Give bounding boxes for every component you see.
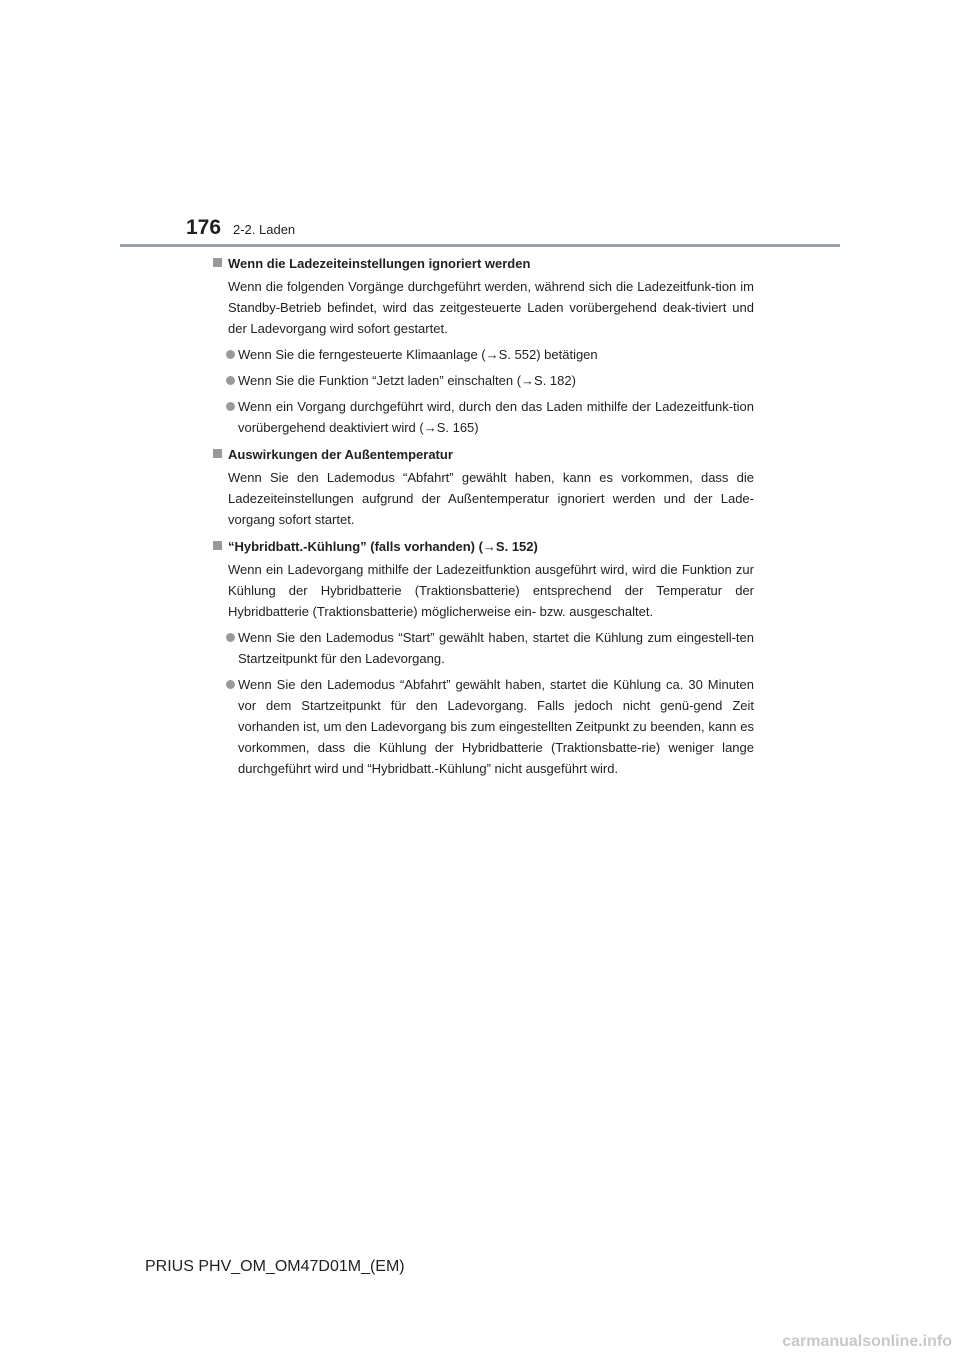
- circle-bullet-icon: [226, 633, 235, 642]
- list-item: [212, 396, 754, 438]
- section-heading: [212, 444, 754, 465]
- section-heading-text: Auswirkungen der Außentemperatur: [228, 447, 453, 462]
- section-paragraph: Wenn Sie den Lademodus “Abfahrt” gewählt haben, kann es vorkommen, dass die Ladezeiteinstellungen aufgrund der Außentemperatur ignoriert werden und der Lade-vorgang sofort startet.: [228, 470, 754, 527]
- circle-bullet-icon: [226, 680, 235, 689]
- section-outside-temperature: [212, 444, 754, 530]
- page-number: 176: [186, 216, 222, 239]
- list-item: [212, 674, 754, 779]
- list-item-text: Wenn Sie die Funktion “Jetzt laden” einschalten (→S. 182): [238, 373, 576, 388]
- list-item: [212, 627, 754, 669]
- section-heading-text: “Hybridbatt.-Kühlung” (falls vorhanden) (→S. 152): [228, 539, 538, 554]
- watermark: carmanualsonline.info: [782, 1333, 952, 1350]
- section-heading: [212, 536, 754, 557]
- section-ignored-settings: [212, 253, 754, 438]
- section-paragraph: Wenn ein Ladevorgang mithilfe der Ladezeitfunktion ausgeführt wird, wird die Funktion zur Kühlung der Hybridbatterie (Traktionsbatterie) entsprechend der Temperatur der Hybridbatterie (Traktionsbatterie) möglicherweise ein- bzw. ausgeschaltet.: [228, 562, 754, 619]
- section-heading: [212, 253, 754, 274]
- list-item-text: Wenn Sie die ferngesteuerte Klimaanlage (→S. 552) betätigen: [238, 347, 598, 362]
- list-item-text: Wenn Sie den Lademodus “Start” gewählt haben, startet die Kühlung zum eingestell-ten Startzeitpunkt für den Ladevorgang.: [238, 630, 754, 666]
- header-divider: [120, 244, 840, 247]
- list-item-text: Wenn ein Vorgang durchgeführt wird, durch den das Laden mithilfe der Ladezeitfunk-tion vorübergehend deaktiviert wird (→S. 165): [238, 399, 754, 435]
- section-paragraph: Wenn die folgenden Vorgänge durchgeführt werden, während sich die Ladezeitfunk-tion im Standby-Betrieb befindet, wird das zeitgesteuerte Laden vorübergehend deak-tiviert und der Ladevorgang wird sofort gestartet.: [228, 279, 754, 336]
- section-heading-text: Wenn die Ladezeiteinstellungen ignoriert werden: [228, 256, 531, 271]
- section-battery-cooling: [212, 536, 754, 779]
- document-footer: PRIUS PHV_OM_OM47D01M_(EM): [145, 1258, 405, 1275]
- list-item: [212, 370, 754, 391]
- circle-bullet-icon: [226, 402, 235, 411]
- page-content: [212, 252, 754, 779]
- square-bullet-icon: [213, 541, 222, 550]
- list-item-text: Wenn Sie den Lademodus “Abfahrt” gewählt haben, startet die Kühlung ca. 30 Minuten vor dem Startzeitpunkt für den Ladevorgang. Falls jedoch nicht genü-gend Zeit vorhanden ist, um den Ladevorgang bis zum eingestellten Zeitpunkt zu beenden, kann es vorkommen, dass die Kühlung der Hybridbatterie (Traktionsbatte-rie) weniger lange durchgeführt wird und “Hybridbatt.-Kühlung” nicht ausgeführt wird.: [238, 677, 754, 776]
- circle-bullet-icon: [226, 376, 235, 385]
- list-item: [212, 344, 754, 365]
- square-bullet-icon: [213, 449, 222, 458]
- square-bullet-icon: [213, 258, 222, 267]
- circle-bullet-icon: [226, 350, 235, 359]
- chapter-title: 2-2. Laden: [233, 222, 296, 237]
